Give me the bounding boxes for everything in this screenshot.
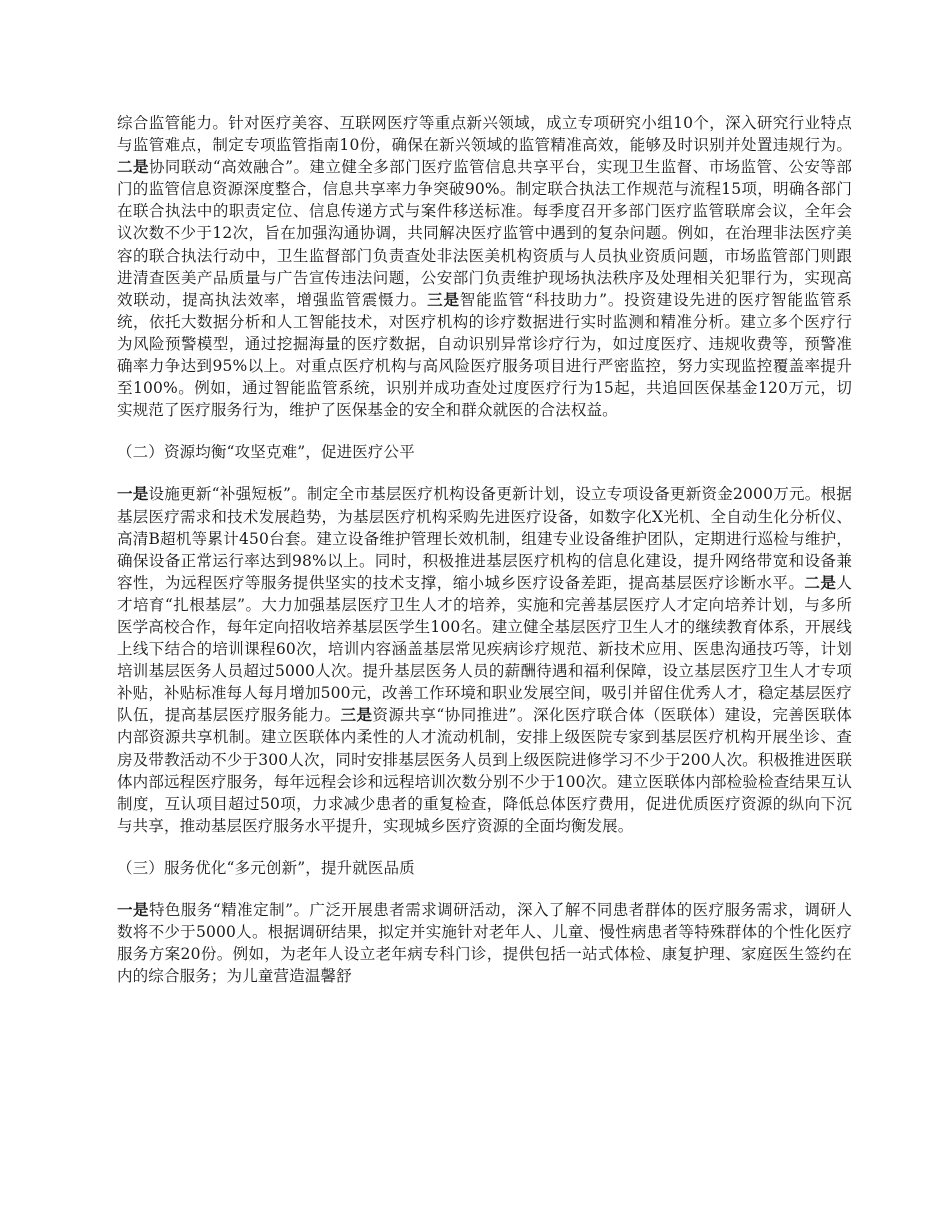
paragraph-text: 特色服务“精准定制”。广泛开展患者需求调研活动，深入了解不同患者群体的医疗服务需求，调研人数将不少于5000人。根据调研结果，拟定并实施针对老年人、儿童、慢性病患者等特殊群体的个性化医疗服务方案20份。例如，为老年人设立老年病专科门诊，提供包括一站式体检、康复护理、家庭医生签约在内的综合服务；为儿童营造温馨舒 — [117, 901, 852, 986]
section-heading-services: （三）服务优化“多元创新”，提升就医品质 — [117, 858, 415, 877]
paragraph-supervision — [117, 112, 852, 421]
paragraph-text: 智能监管“科技助力”。投资建设先进的医疗智能监管系统，依托大数据分析和人工智能技术，对医疗机构的诊疗数据进行实时监测和精准分析。建立多个医疗行为风险预警模型，通过挖掘海量的医疗数据，自动识别异常诊疗行为，如过度医疗、违规收费等，预警准确率力争达到95%以上。对重点医疗机构与高风险医疗服务项目进行严密监控，努力实现监控覆盖率提升至100%。例如，通过智能监管系统，识别并成功查处过度医疗行为15起，共追回医保基金120万元，切实规范了医疗服务行为，维护了医保基金的安全和群众就医的合法权益。 — [117, 290, 852, 420]
section-heading-resources: （二）资源均衡“攻坚克难”，促进医疗公平 — [117, 443, 415, 462]
paragraph-text: 资源共享“协同推进”。深化医疗联合体（医联体）建设，完善医联体内部资源共享机制。建立医联体内柔性的人才流动机制，安排上级医院专家到基层医疗机构开展坐诊、查房及带教活动不少于300人次，同时安排基层医务人员到上级医院进修学习不少于200人次。积极推进医联体内部远程医疗服务，每年远程会诊和远程培训次数分别不少于100次。建立医联体内部检验检查结果互认制度，互认项目超过50项，力求减少患者的重复检查，降低总体医疗费用，促进优质医疗资源的纵向下沉与共享，推动基层医疗服务水平提升，实现城乡医疗资源的全面均衡发展。 — [117, 706, 852, 835]
bold-lead: 二是 — [117, 157, 149, 177]
bold-lead: 一是 — [117, 900, 149, 919]
bold-lead: 一是 — [117, 484, 149, 504]
bold-lead: 二是 — [804, 572, 837, 592]
paragraph-resources — [117, 483, 852, 837]
bold-lead: 三是 — [427, 289, 460, 309]
bold-lead: 三是 — [340, 705, 373, 725]
paragraph-text: 人才培育“扎根基层”。大力加强基层医疗卫生人才的培养，实施和完善基层医疗人才定向培养计划，与多所医学高校合作，每年定向招收培养基层医学生100名。建立健全基层医疗卫生人才的继续教育体系，开展线上线下结合的培训课程60次，培训内容涵盖基层常见疾病诊疗规范、新技术应用、医患沟通技巧等，计划培训基层医务人员超过5000人次。提升基层医务人员的薪酬待遇和福利保障，设立基层医疗卫生人才专项补贴，补贴标准每人每月增加500元，改善工作环境和职业发展空间，吸引并留住优秀人才，稳定基层医疗队伍，提高基层医疗服务能力。 — [117, 573, 853, 725]
paragraph-text: 协同联动“高效融合”。建立健全多部门医疗监管信息共享平台，实现卫生监督、市场监管、公安等部门的监管信息资源深度整合，信息共享率力争突破90%。制定联合执法工作规范与流程15项，明确各部门在联合执法中的职责定位、信息传递方式与案件移送标准。每季度召开多部门医疗监管联席会议，全年会议次数不少于12次，旨在加强沟通协调，共同解决医疗监管中遇到的复杂问题。例如，在治理非法医疗美容的联合执法行动中，卫生监督部门负责查处非法医美机构资质与人员执业资质问题，市场监管部门则跟进清查医美产品质量与广告宣传违法问题，公安部门负责维护现场执法秩序及处理相关犯罪行为，实现高效联动，提高执法效率，增强监管震慑力。 — [117, 158, 852, 309]
paragraph-text: 综合监管能力。针对医疗美容、互联网医疗等重点新兴领域，成立专项研究小组10个，深入研究行业特点与监管难点，制定专项监管指南10份，确保在新兴领域的监管精准高效，能够及时识别并处置违规行为。 — [117, 114, 852, 155]
paragraph-services — [117, 899, 852, 987]
paragraph-text: 设施更新“补强短板”。制定全市基层医疗机构设备更新计划，设立专项设备更新资金2000万元。根据基层医疗需求和技术发展趋势，为基层医疗机构采购先进医疗设备，如数字化X光机、全自动生化分析仪、高清B超机等累计450台套。建立设备维护管理长效机制，组建专业设备维护团队，定期进行巡检与维护，确保设备正常运行率达到98%以上。同时，积极推进基层医疗机构的信息化建设，提升网络带宽和设备兼容性，为远程医疗等服务提供坚实的技术支撑，缩小城乡医疗设备差距，提高基层医疗诊断水平。 — [117, 485, 852, 592]
document-page — [117, 112, 852, 987]
